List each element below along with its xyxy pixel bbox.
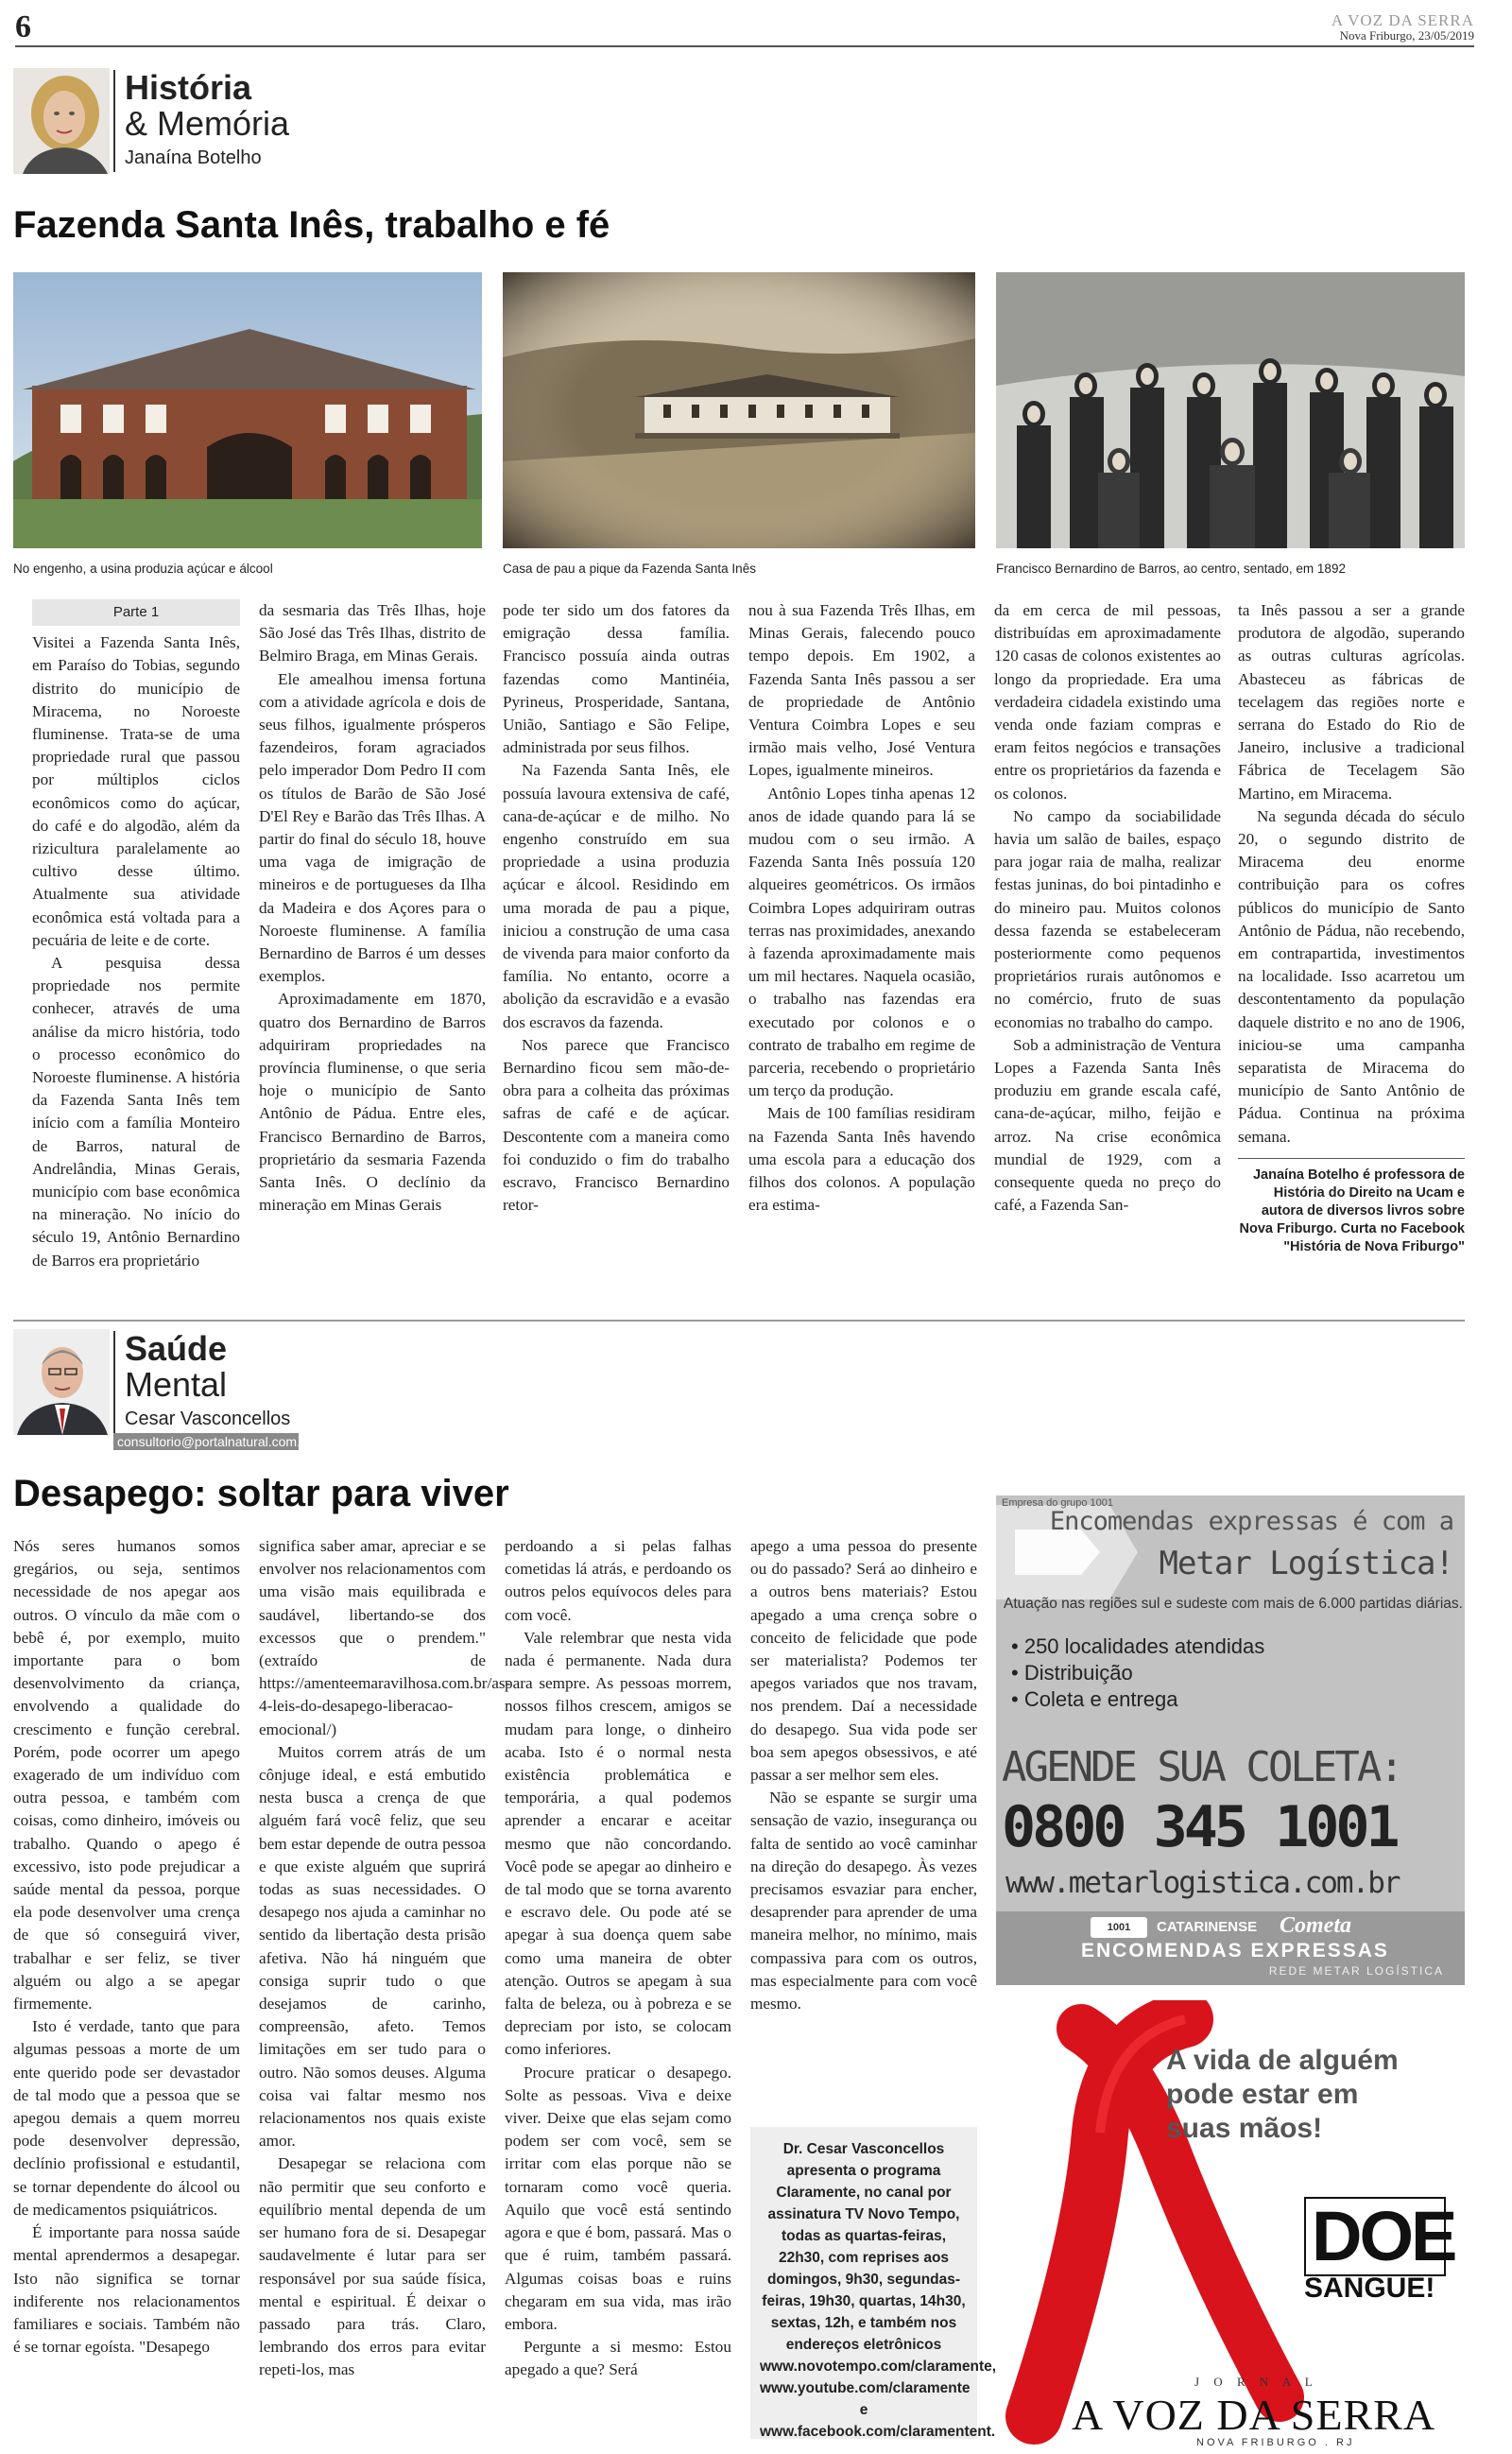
place-label: NOVA FRIBURGO . RJ (1196, 2437, 1355, 2448)
bullet-icon: • (1011, 1661, 1024, 1685)
old-house-photo (503, 272, 975, 548)
paragraph: Pergunte a si mesmo: Estou apegado a que? Será (505, 2338, 731, 2379)
paper-name: A VOZ DA SERRA (1331, 11, 1474, 29)
ad-footer-line2: ENCOMENDAS EXPRESSAS (1081, 1940, 1389, 1961)
paragraph: pode ter sido um dos fatores da emigração dessa família. Francisco possuía ainda outras fazendas como Mantinéia, Pyrineus, Prosperidade, Santana, União, Santiago e São Felipe, administrada por seus filhos. (503, 601, 730, 757)
paragraph: da em cerca de mil pessoas, distribuídas em aproximadamente 120 casas de colonos existentes ao longo da propriedade. Era uma verdadeira cidadela existindo uma venda onde faziam compras e eram feitos negócios e transações entre os proprietários da fazenda e os colonos. (994, 601, 1221, 803)
metar-ad[interactable] (996, 1495, 1465, 1985)
slogan-line: pode estar em (1166, 2079, 1359, 2110)
doe-box: DOE (1304, 2197, 1446, 2276)
ad-cta: AGENDE SUA COLETA: (1002, 1743, 1401, 1791)
paragraph: Nós seres humanos somos gregários, ou seja, sentimos necessidade de nos apegar aos outros. O vínculo da mãe com o bebê é, por exemplo, muito importante para o bom desenvolvimento da criança, envolvendo a qualidade do crescimento e função cerebral. Porém, pode ocorrer um apego exagerado de um indivíduo com outra pessoa, e também com coisas, como dinheiro, imóveis ou trabalho. Quando o apego é excessivo, isto pode prejudicar a saúde mental da pessoa, porque ela pode desenvolver uma crença de que só conseguirá viver, trabalhar e ser feliz, se tiver alguém ou algo a se apegar firmemente. (13, 1537, 240, 2013)
paragraph: É importante para nossa saúde mental aprendermos a desapegar. Isto não significa se tornar indiferente nos relacionamentos familiares e sociais. Também não é se tornar egoísta. "Desapego (13, 2223, 240, 2357)
paragraph: Muitos correm atrás de um cônjuge ideal, e está embutido nesta busca a crença de que alguém fará você feliz, que seu bem estar depende de outra pessoa e que existe alguém que suprirá todas as suas necessidades. O desapego nos ajuda a caminhar no sentido da libertação desta prisão afetiva. Não há ninguém que consiga suprir tudo o que desejamos de carinho, compreensão, afeto. Temos limitações em ser tudo para o outro. Não somos deuses. Alguma coisa vai faltar mesmo nos relacionamentos nos quais existe amor. (259, 1742, 486, 2151)
column-head-rule (113, 70, 115, 172)
paragraph: Na segunda década do século 20, o segundo distrito de Miracema deu enorme contribuição para os cofres públicos do município de Santo Antônio de Pádua, não recebendo, em contrapartida, investimentos na localidade. Isso acarretou um descontentamento da população daquele distrito e no ano de 1906, iniciou-se uma campanha separatista de Miracema do município de Santo Antônio de Pádua. Continua na próxima semana. (1238, 806, 1465, 1146)
date-line: Nova Friburgo, 23/05/2019 (1339, 28, 1474, 43)
author-bio: Janaína Botelho é professora de História do Direito na Ucam e autora de diversos livros sobre Nova Friburgo. Curta no Facebook "História de Nova Friburgo" (1239, 1167, 1465, 1254)
top-rule (15, 45, 1474, 47)
photo-caption: No engenho, a usina produzia açúcar e álcool (13, 562, 273, 576)
bullet-item: • 250 localidades atendidas (1011, 1634, 1265, 1658)
ad-footer-brand: Cometa (1280, 1913, 1351, 1938)
ad-footer-line3: REDE METAR LOGÍSTICA (1268, 1964, 1444, 1978)
bullet-item: • Coleta e entrega (1011, 1687, 1178, 1711)
article-column-3 (505, 1535, 731, 2382)
paragraph: perdoando a si pelas falhas cometidas lá atrás, e perdoando os outros pelos equívocos deles para com você. (505, 1537, 731, 1624)
author-portrait (13, 68, 110, 174)
paragraph: Aproximadamente em 1870, quatro dos Bernardino de Barros adquiriram propriedades na província fluminense, o que seria hoje o município de Santo Antônio de Pádua. Entre eles, Francisco Bernardino de Barros, proprietário da sesmaria Fazenda Santa Inês. O declínio da mineração em Minas Gerais (259, 990, 486, 1215)
paragraph: ta Inês passou a ser a grande produtora de algodão, superando as outras culturas agrícolas. Abasteceu as fábricas de tecelagem das regiões norte e serrana do Estado do Rio de Janeiro, inclusive a tradicional Fábrica de Tecelagem São Martino, em Miracema. (1238, 601, 1465, 803)
article-column-1 (13, 1535, 240, 2359)
paragraph: Isto é verdade, tanto que para algumas pessoas a morte de um ente querido pode ser devastador de tal modo que a pessoa que se apegou demais a quem morreu pode desenvolver depressão, declínio profissional e estudantil, se tornar dependente do álcool ou de medicamentos psiquiátricos. (13, 2017, 240, 2219)
author-email[interactable]: consultorio@portalnatural.com.br (113, 1433, 299, 1450)
paragraph: Nos parece que Francisco Bernardino ficou sem mão-de-obra para a colheita das próximas safras de café e de açúcar. Descontente com a maneira como foi conduzido o fim do trabalho escravo, Francisco Bernardino retor- (503, 1035, 730, 1215)
ad-footer-left: CATARINENSE (1157, 1919, 1258, 1935)
paragraph: nou à sua Fazenda Três Ilhas, em Minas Gerais, falecendo pouco tempo depois. Em 1902, a Fazenda Santa Inês passou a ser de propriedade de Antônio Ventura Coimbra Lopes e seu irmão mais velho, José Ventura Lopes, igualmente mineiros. (748, 601, 975, 780)
page-number: 6 (15, 9, 31, 44)
article-headline: Desapego: soltar para viver (13, 1473, 509, 1514)
blood-donation-ad[interactable] (996, 2000, 1465, 2454)
slogan-line: suas mãos! (1166, 2113, 1323, 2144)
paragraph: Sob a administração de Ventura Lopes a Fazenda Santa Inês produziu em grande escala café, cana-de-açúcar, milho, feijão e arroz. Na crise econômica mundial de 1929, com a consequente queda no preço do café, a Fazenda San- (994, 1035, 1221, 1215)
slogan-line: A vida de alguém (1166, 2045, 1399, 2076)
bullet-icon: • (1011, 1687, 1024, 1711)
jornal-label: J O R N A L (1194, 2375, 1318, 2389)
photo-caption: Francisco Bernardino de Barros, ao centro, sentado, em 1892 (996, 562, 1346, 576)
paragraph: Procure praticar o desapego. Solte as pessoas. Viva e deixe viver. Deixe que elas sejam como podem ser com você, sem se irritar com elas porque não se tornaram como você queria. Aquilo que você está sentindo agora e que é bom, passará. Mas o que é ruim, também passará. Algumas coisas boas e ruins chegaram em sua vida, mas irão embora. (505, 2063, 731, 2333)
program-promo-box: Dr. Cesar Vasconcellos apresenta o programa Claramente, no canal por assinatura TV Novo Tempo, todas as quartas-feiras, 22h30, com reprises aos domingos, 9h30, segundas-feiras, 19h30, quartas, 14h30, sextas, 12h, e também nos endereços eletrônicos www.novotempo.com/claramente, www.youtube.com/claramente e www.facebook.com/claramentent. (750, 2127, 977, 2439)
article-column-5 (994, 599, 1221, 1217)
paragraph: apego a uma pessoa do presente ou do passado? Será ao dinheiro e a outros bens materiais? Estou apegado a uma crença sobre o conceito de felicidade que pode ser materialista? Podemos ter apegos variados que nos travam, nos prendem. Daí a necessidade do desapego. Sua vida pode ser boa sem apegos obsessivos, e até passar a ser melhor sem eles. (750, 1537, 977, 1785)
column-subtitle: & Memória (125, 104, 290, 143)
bullet-icon: • (1011, 1634, 1024, 1658)
paragraph: da sesmaria das Três Ilhas, hoje São José das Três Ilhas, distrito de Belmiro Braga, em Minas Gerais. (259, 601, 486, 665)
ad-subline: Atuação nas regiões sul e sudeste com mais de 6.000 partidas diárias. (1004, 1596, 1463, 1612)
paragraph: Desapegar se relaciona com não permitir que seu conforto e equilíbrio mental dependa de um ser humano fora de si. Desapegar saudavelmente é lutar para ser responsável por sua saúde física, mental e espiritual. É deixar o passado para trás. Claro, lembrando dos erros para evitar repeti-los, mas (259, 2154, 486, 2379)
article-column-4 (748, 599, 975, 1217)
author-portrait (13, 1329, 110, 1435)
sangue-label: SANGUE! (1304, 2273, 1435, 2304)
article-column-6 (1238, 599, 1465, 1256)
paragraph: No campo da sociabilidade havia um salão de bailes, espaço para jogar raia de malha, realizar festas juninas, do boi pintadinho e do mineiro pau. Muitos colonos dessa fazenda se estabeleceram posteriormente como pequenos proprietários rurais autônomos e no comércio, fruto de suas economias no trabalho do campo. (994, 806, 1221, 1031)
column-author: Cesar Vasconcellos (125, 1408, 291, 1429)
paragraph: significa saber amar, apreciar e se envolver nos relacionamentos com uma visão mais equilibrada e saudável, libertando-se dos excessos que o prendem." (extraído de https://amenteemaravilhosa.com.br/as-4-leis-do-desapego-liberacao-emocional/) (259, 1537, 511, 1738)
paragraph: Ele amealhou imensa fortuna com a atividade agrícola e dois de seus filhos, igualmente prósperos fazendeiros, foram agraciados pelo imperador Dom Pedro II com os títulos de Barão de São José D'El Rey e Barão das Três Ilhas. A partir do final do século 18, houve uma vaga de imigração de mineiros e de portugueses da Ilha da Madeira e dos Açores para o Noroeste fluminense. A família Bernardino de Barros é um desses exemplos. (259, 669, 486, 986)
paragraph: A pesquisa dessa propriedade nos permite conhecer, através de uma análise da micro história, todo o processo econômico do Noroeste fluminense. A história da Fazenda Santa Inês tem início com a família Monteiro de Barros, natural de Andrelândia, Minas Gerais, município com base econômica na mineração. No início do século 19, Antônio Bernardino de Barros era proprietário (32, 954, 240, 1270)
part-label: Parte 1 (32, 599, 240, 626)
column-head-rule (113, 1331, 115, 1433)
photo-caption: Casa de pau a pique da Fazenda Santa Inês (503, 562, 756, 576)
ad-url[interactable]: www.metarlogistica.com.br (1005, 1866, 1400, 1900)
column-author: Janaína Botelho (125, 147, 262, 168)
bullet-item: • Distribuição (1011, 1661, 1133, 1685)
paragraph: Na Fazenda Santa Inês, ele possuía lavoura extensiva de café, cana-de-açúcar e de milho. No engenho construído em sua propriedade a usina produzia açúcar e álcool. Residindo em uma morada de pau a pique, iniciou a construção de uma casa de vivenda para maior conforto da família. No entanto, ocorre a abolição da escravidão e a evasão dos escravos da fazenda. (503, 761, 730, 1031)
paragraph: Mais de 100 famílias residiram na Fazenda Santa Inês havendo uma escola para a educação dos filhos dos colonos. A população era estima- (748, 1104, 975, 1215)
ad-bullets (1011, 1633, 1264, 1713)
bio-rule (1238, 1158, 1465, 1159)
article-column-1 (32, 599, 240, 1272)
article-headline: Fazenda Santa Inês, trabalho e fé (13, 204, 610, 246)
farmhouse-photo (13, 272, 482, 548)
paper-logo: A VOZ DA SERRA (1072, 2391, 1436, 2439)
ad-brand-line: Metar Logística! (1159, 1545, 1453, 1582)
column-title: História (125, 68, 252, 107)
ad-headline: Encomendas expressas é com a (1049, 1507, 1453, 1536)
ad-slogan (1166, 2044, 1399, 2146)
column-subtitle: Mental (125, 1365, 228, 1404)
paragraph: Antônio Lopes tinha apenas 12 anos de idade quando para lá se mudou com o seu irmão. A Fazenda Santa Inês possuía 120 alqueires geométricos. Os irmãos Coimbra Lopes adquiriram outras terras nas proximidades, anexando à fazenda aproximadamente mais um mil hectares. Naquela ocasião, o trabalho nas fazendas era executado por colonos e o contrato de trabalho em regime de parceria, recebendo o proprietário um terço da produção. (748, 784, 975, 1100)
article-column-3 (503, 599, 730, 1217)
paragraph: Não se espante se surgir uma sensação de vazio, insegurança ou falta de sentido ao você caminhar na direção do desapego. Às vezes precisamos esvaziar para encher, desaprender para aprender de uma maneira melhor, no mínimo, mais compassiva para com os outros, mas especialmente para com você mesmo. (750, 1789, 977, 2013)
grupo-1001-logo: 1001 (1091, 1917, 1147, 1938)
family-group-photo (996, 272, 1465, 548)
article-column-2 (259, 599, 486, 1217)
ad-group-tag: Empresa do grupo 1001 (1002, 1497, 1114, 1509)
article-column-2 (259, 1535, 511, 2382)
paragraph: Visitei a Fazenda Santa Inês, em Paraíso do Tobias, segundo distrito do município de Miracema, no Noroeste fluminense. Trata-se de uma propriedade rural que passou por múltiplos ciclos econômicos como do açúcar, do café e do algodão, além da rizicultura paralelamente ao cultivo desse último. Atualmente sua atividade econômica está voltada para a pecuária de leite e de corte. (32, 633, 240, 949)
ad-phone[interactable]: 0800 345 1001 (1002, 1794, 1397, 1860)
column-title: Saúde (125, 1329, 228, 1368)
article-column-4 (750, 1535, 977, 2015)
section-divider (13, 1320, 1465, 1322)
paragraph: Vale relembrar que nesta vida nada é permanente. Nada dura para sempre. As pessoas morrem, nossos filhos crescem, amigos se mudam para longe, o dinheiro acaba. Isto é o normal nesta existência problemática e temporária, a qual podemos aprender a encarar e aceitar mesmo que não concordando. Você pode se apegar ao dinheiro e de tal modo que se torna avarento e escravo dele. Ou pode até se apegar à sua doença quem sabe como uma maneira de obter atenção. Outros se apegam à sua falta de beleza, ou à pobreza e se depreciam por isto, se colocam como inferiores. (505, 1628, 731, 2059)
